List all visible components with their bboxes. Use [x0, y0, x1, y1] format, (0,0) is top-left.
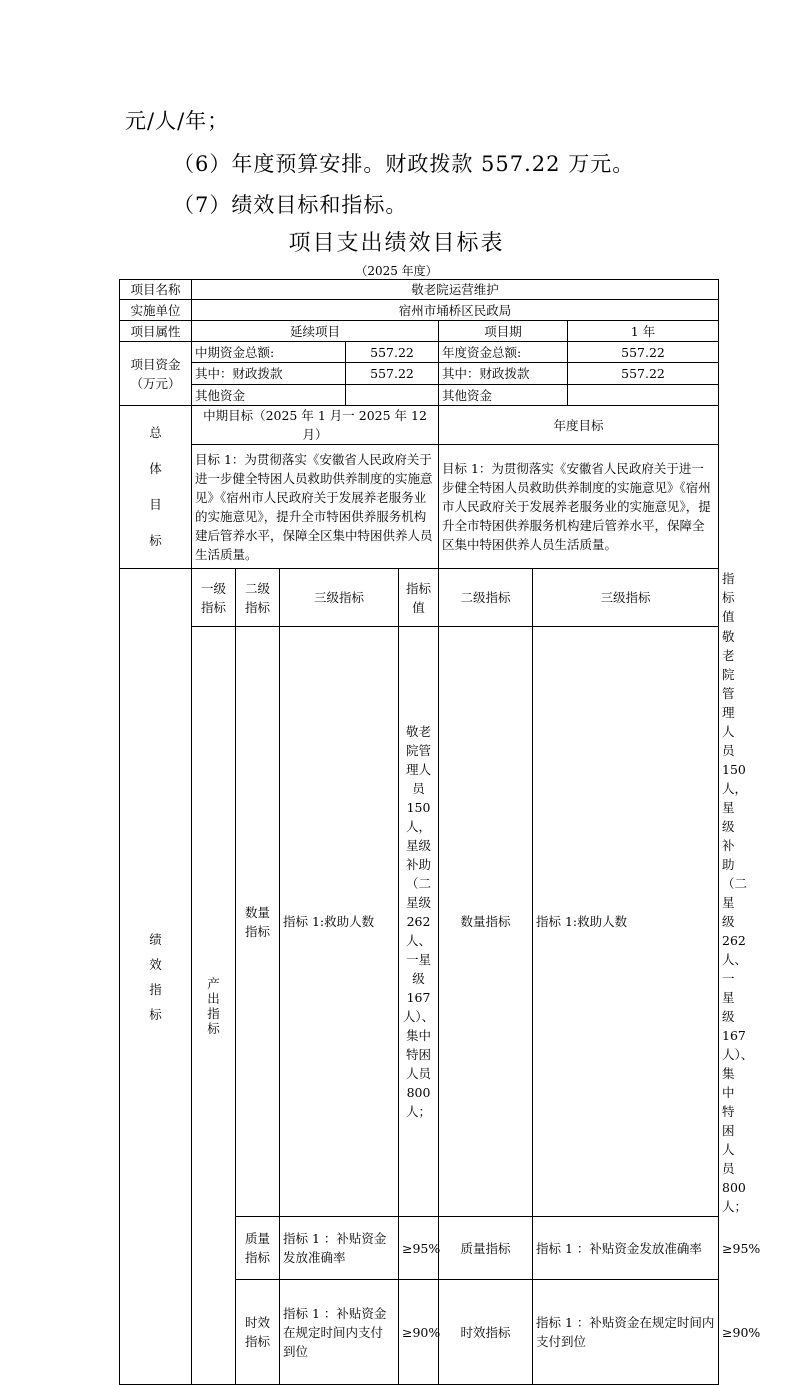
- row-attribute: [120, 321, 719, 342]
- row-funds-other: [120, 385, 719, 406]
- output-char: 出: [207, 990, 220, 1006]
- performance-char: 效: [149, 956, 162, 972]
- year-goal-header: 年度目标: [439, 406, 719, 445]
- row-goal-header: [120, 406, 719, 445]
- row-funds-fiscal: [120, 363, 719, 385]
- attribute-label: 项目属性: [120, 321, 192, 342]
- unit-value: 宿州市埇桥区民政局: [192, 300, 719, 321]
- header-value: 指标值: [399, 569, 439, 627]
- mid-fiscal-value: 557.22: [346, 363, 439, 385]
- output-char: 指: [207, 1005, 220, 1021]
- year-total-value: 557.22: [568, 342, 719, 363]
- row-indicator-header: 绩 效 指 标 一级指标 二级指标 三级指标 指标值 二级指标 三级指标 指标值: [120, 569, 719, 627]
- row-goal-text: [120, 445, 719, 569]
- header-level2-right: 二级指标: [439, 569, 533, 627]
- level3-cell: 指标 1 ：补贴资金发放准确率: [280, 1217, 399, 1280]
- overall-goal-label: [120, 406, 192, 569]
- overall-goal-char: 标: [149, 533, 162, 548]
- overall-goal-char: 目: [149, 497, 162, 512]
- level3-cell: 指标 1 ：补贴资金在规定时间内支付到位: [280, 1280, 399, 1385]
- level3-cell-right: 指标 1:救助人数: [533, 627, 719, 1217]
- paragraph-unit-rate: 元/人/年；: [125, 109, 230, 133]
- level2-cell-right: 数量指标: [439, 627, 533, 1217]
- mid-total-value: 557.22: [346, 342, 439, 363]
- year-fiscal-value: 557.22: [568, 363, 719, 385]
- row-funds-total: [120, 342, 719, 363]
- year-total-label: 年度资金总额:: [439, 342, 568, 363]
- year-goal-text: 目标 1：为贯彻落实《安徽省人民政府关于进一步健全特困人员救助供养制度的实施意见》《宿州市人民政府关于发展养老服务业的实施意见》，提升全市特困供养服务机构建后管养水平，保障全区集中特困供养人员生活质量。: [439, 445, 719, 569]
- year-other-label: 其他资金: [439, 385, 568, 406]
- performance-char: 指: [149, 981, 162, 997]
- performance-char: 绩: [149, 931, 162, 947]
- overall-goal-char: 体: [149, 461, 162, 476]
- period-value: 1 年: [568, 321, 719, 342]
- header-level1: 一级指标: [192, 569, 236, 627]
- table-title: 项目支出绩效目标表: [288, 231, 505, 256]
- funds-label: 项目资金 （万元）: [120, 342, 192, 406]
- output-char: 标: [207, 1020, 220, 1036]
- level2-cell: 时效指标: [236, 1280, 280, 1385]
- row-project-name: [120, 280, 719, 300]
- row-quantity-indicator: 产 出 指 标 数量指标 指标 1:救助人数 敬老院管理人员 150 人，星级补助（二星级 262 人、一星级 167 人）、集中特困人员 800 人； 数量指标 指标 1:救助人数 敬老院管理人员 150 人，星级补助（二星级 262 人、一星级 167 人）、集中特困人员 800 人；: [120, 627, 719, 1217]
- mid-goal-text: 目标 1：为贯彻落实《安徽省人民政府关于进一步健全特困人员救助供养制度的实施意见》《宿州市人民政府关于发展养老服务业的实施意见》，提升全市特困供养服务机构建后管养水平，保障全区集中特困供养人员生活质量。: [192, 445, 439, 569]
- project-name-label: 项目名称: [120, 280, 192, 300]
- level2-cell-right: 质量指标: [439, 1217, 533, 1280]
- header-level3: 三级指标: [280, 569, 399, 627]
- paragraph-budget: （6）年度预算安排。财政拨款 557.22 万元。: [173, 152, 635, 176]
- value-cell: ≥90%: [399, 1280, 439, 1385]
- level2-cell-right: 时效指标: [439, 1280, 533, 1385]
- unit-label: 实施单位: [120, 300, 192, 321]
- row-unit: [120, 300, 719, 321]
- year-other-value: [568, 385, 719, 406]
- period-label: 项目期: [439, 321, 568, 342]
- level3-cell: 指标 1:救助人数: [280, 627, 399, 1217]
- level3-cell-right: 指标 1 ：补贴资金在规定时间内支付到位: [533, 1280, 719, 1385]
- mid-other-label: 其他资金: [192, 385, 346, 406]
- output-indicator-label: [192, 627, 236, 1385]
- performance-char: 标: [149, 1006, 162, 1022]
- value-cell: ≥95%: [399, 1217, 439, 1280]
- year-fiscal-label: 其中：财政拨款: [439, 363, 568, 385]
- performance-goal-table: [119, 279, 761, 1385]
- row-quality-indicator: 质量指标 指标 1 ：补贴资金发放准确率 ≥95% 质量指标 指标 1 ：补贴资金发放准确率 ≥95%: [120, 1217, 719, 1280]
- mid-fiscal-label: 其中：财政拨款: [192, 363, 346, 385]
- output-char: 产: [207, 975, 220, 991]
- mid-goal-header: 中期目标（2025 年 1 月一 2025 年 12 月）: [192, 406, 439, 445]
- mid-other-value: [346, 385, 439, 406]
- mid-total-label: 中期资金总额:: [192, 342, 346, 363]
- value-cell: 敬老院管理人员 150 人，星级补助（二星级 262 人、一星级 167 人）、集中特困人员 800 人；: [399, 627, 439, 1217]
- paragraph-goals: （7）绩效目标和指标。: [173, 193, 408, 217]
- level2-cell: 质量指标: [236, 1217, 280, 1280]
- performance-indicator-label: [120, 569, 192, 1385]
- level2-cell: 数量指标: [236, 627, 280, 1217]
- row-timeliness-indicator: 时效指标 指标 1 ：补贴资金在规定时间内支付到位 ≥90% 时效指标 指标 1 ：补贴资金在规定时间内支付到位 ≥90%: [120, 1280, 719, 1385]
- project-name-value: 敬老院运营维护: [192, 280, 719, 300]
- header-level2: 二级指标: [236, 569, 280, 627]
- overall-goal-char: 总: [149, 425, 162, 440]
- header-level3-right: 三级指标: [533, 569, 719, 627]
- attribute-value: 延续项目: [192, 321, 439, 342]
- table-year: （2025 年度）: [355, 264, 438, 278]
- level3-cell-right: 指标 1 ：补贴资金发放准确率: [533, 1217, 719, 1280]
